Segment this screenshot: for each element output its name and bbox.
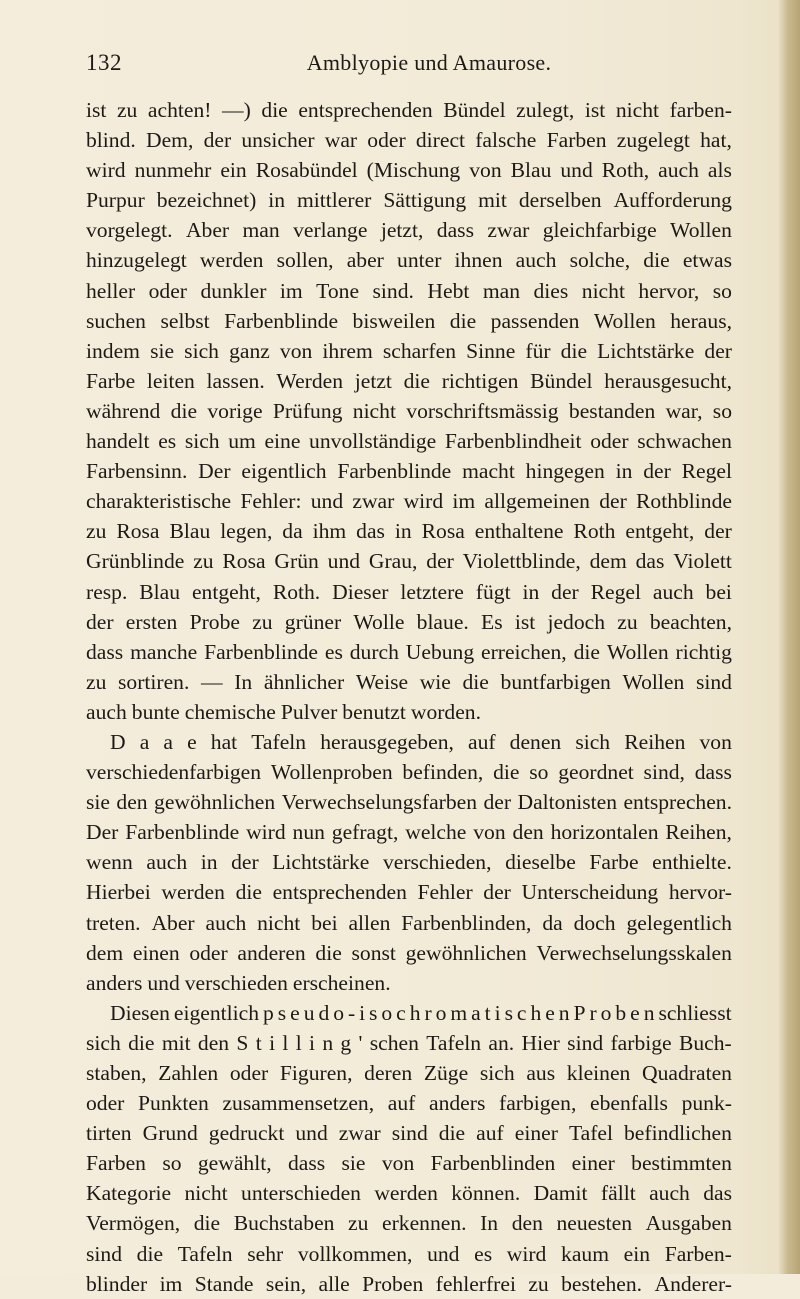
text-line: Purpur bezeichnet) in mittlerer Sättigung mit derselben Aufforderung [86, 188, 732, 213]
text-line: resp. Blau entgeht, Roth. Dieser letztere fügt in der Regel auch bei [86, 579, 732, 604]
text-line: während die vorige Prüfung nicht vorschriftsmässig bestanden war, so [86, 398, 732, 423]
text-line: blinder im Stande sein, alle Proben fehlerfrei zu bestehen. Anderer- [86, 1271, 732, 1296]
text-line: anders und verschieden erscheinen. [86, 970, 391, 995]
text-line: Farbensinn. Der eigentlich Farbenblinde macht hingegen in der Regel [86, 459, 732, 484]
text-line: heller oder dunkler im Tone sind. Hebt man dies nicht hervor, so [86, 278, 732, 303]
text-line: Grünblinde zu Rosa Grün und Grau, der Violettblinde, dem das Violett [86, 549, 732, 574]
text-line: treten. Aber auch nicht bei allen Farbenblinden, da doch gelegentlich [86, 910, 732, 935]
text-line: staben, Zahlen oder Figuren, deren Züge sich aus kleinen Quadraten [86, 1061, 732, 1085]
page-edge-shadow [778, 0, 800, 1274]
text-line: dass manche Farbenblinde es durch Uebung erreichen, die Wollen richtig [86, 639, 732, 664]
text-line: Kategorie nicht unterschieden werden können. Damit fällt auch das [86, 1181, 732, 1206]
text-line: Diesen eigentlich p s e u d o - i s o c h r o m a t i s c h e n P r o b e n schliesst [110, 1000, 732, 1025]
text-line: sich die mit den S t i l l i n g ' schen Tafeln an. Hier sind farbige Buch- [86, 1030, 732, 1055]
text-line: blind. Dem, der unsicher war oder direct falsche Farben zugelegt hat, [86, 128, 732, 153]
text-line: hinzugelegt werden sollen, aber unter ihnen auch solche, die etwas [86, 248, 732, 273]
text-line: sind die Tafeln sehr vollkommen, und es wird kaum ein Farben- [86, 1241, 732, 1266]
text-line: der ersten Probe zu grüner Wolle blaue. Es ist jedoch zu beachten, [86, 609, 732, 634]
page-number: 132 [86, 50, 122, 75]
body-text [86, 95, 732, 1299]
text-line: indem sie sich ganz von ihrem scharfen Sinne für die Lichtstärke der [86, 338, 732, 363]
running-title: Amblyopie und Amaurose. [306, 50, 552, 75]
text-line: sie den gewöhnlichen Verwechselungsfarben der Daltonisten entsprechen. [86, 790, 732, 815]
text-line: charakteristische Fehler: und zwar wird im allgemeinen der Rothblinde [86, 489, 732, 514]
text-line: Farbe leiten lassen. Werden jetzt die richtigen Bündel herausgesucht, [86, 368, 732, 393]
text-line: Hierbei werden die entsprechenden Fehler der Unterscheidung hervor- [86, 880, 732, 905]
text-line: Vermögen, die Buchstaben zu erkennen. In den neuesten Ausgaben [86, 1211, 732, 1236]
text-line: suchen selbst Farbenblinde bisweilen die passenden Wollen heraus, [86, 308, 732, 333]
text-line: zu sortiren. — In ähnlicher Weise wie die buntfarbigen Wollen sind [86, 669, 732, 694]
text-line: wenn auch in der Lichtstärke verschieden, dieselbe Farbe enthielte. [86, 850, 732, 875]
text-line: tirten Grund gedruckt und zwar sind die auf einer Tafel befindlichen [86, 1121, 732, 1146]
text-line: dem einen oder anderen die sonst gewöhnlichen Verwechselungsskalen [86, 940, 732, 965]
text-line: Farben so gewählt, dass sie von Farbenblinden einer bestimmten [86, 1151, 732, 1176]
text-line: verschiedenfarbigen Wollenproben befinden, die so geordnet sind, dass [86, 760, 732, 785]
text-line: wird nunmehr ein Rosabündel (Mischung von Blau und Roth, auch als [86, 158, 732, 183]
text-line: handelt es sich um eine unvollständige Farbenblindheit oder schwachen [86, 429, 732, 454]
text-line: oder Punkten zusammensetzen, auf anders farbigen, ebenfalls punk- [86, 1091, 732, 1116]
page-header [86, 50, 732, 84]
text-line: Der Farbenblinde wird nun gefragt, welche von den horizontalen Reihen, [86, 820, 732, 845]
text-line: D a a e hat Tafeln herausgegeben, auf denen sich Reihen von [110, 729, 732, 754]
text-line: zu Rosa Blau legen, da ihm das in Rosa enthaltene Roth entgeht, der [86, 519, 732, 544]
text-line: ist zu achten! —) die entsprechenden Bündel zulegt, ist nicht farben- [86, 98, 732, 122]
text-line: vorgelegt. Aber man verlange jetzt, dass zwar gleichfarbige Wollen [86, 218, 732, 243]
text-line: auch bunte chemische Pulver benutzt worden. [86, 699, 482, 724]
